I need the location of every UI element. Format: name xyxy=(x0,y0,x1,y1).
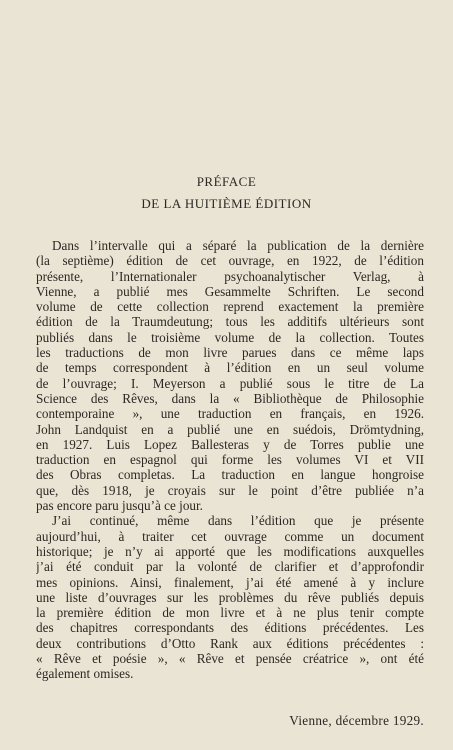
preface-body xyxy=(36,238,424,682)
text-line: la première édition de mon livre et à ne plus tenir compte xyxy=(36,605,424,621)
text-line: les traductions de mon livre parues dans ce même laps xyxy=(36,345,424,361)
text-line: en 1927. Luis Lopez Ballesteras y de Torres publie une xyxy=(36,436,424,452)
text-line: présente, l’Internationaler psychoanalytischer Verlag, à xyxy=(36,268,424,284)
text-line: des Obras completas. La traduction en langue hongroise xyxy=(36,467,424,483)
text-line: Vienne, a publié mes Gesammelte Schriften. Le second xyxy=(36,283,424,299)
text-line: également omises. xyxy=(36,666,134,682)
text-line: pas encore paru jusqu’à ce jour. xyxy=(36,498,203,514)
text-line: volume de cette collection reprend exactement la première xyxy=(36,299,424,315)
text-line: (la septième) édition de cet ouvrage, en 1922, de l’édition xyxy=(36,253,424,269)
text-line: de l’ouvrage; I. Meyerson a publié sous le titre de La xyxy=(36,375,424,391)
paragraph-2 xyxy=(36,513,424,681)
text-line: John Landquist en a publié une en suédois, Drömtydning, xyxy=(36,421,424,437)
text-line: Dans l’intervalle qui a séparé la publication de la dernière xyxy=(52,238,424,253)
text-line: de temps correspondent à l’édition en un seul volume xyxy=(36,360,424,376)
signature-dateline: Vienne, décembre 1929. xyxy=(289,713,424,728)
text-line: des chapitres correspondants des éditions précédentes. Les xyxy=(36,620,424,636)
text-line: Science des Rêves, dans la « Bibliothèque de Philosophie xyxy=(36,390,424,406)
text-line: que, dès 1918, je croyais sur le point d’être publiée n’a xyxy=(36,482,424,498)
text-line: deux contributions d’Otto Rank aux éditions précédentes : xyxy=(36,635,424,651)
text-line: aujourd’hui, à traiter cet ouvrage comme un document xyxy=(36,528,424,544)
text-line: historique; je n’y ai apporté que les modifications auxquelles xyxy=(36,543,424,559)
text-line: édition de la Traumdeutung; tous les additifs ultérieurs sont xyxy=(36,314,424,330)
text-line: J’ai continué, même dans l’édition que je présente xyxy=(52,513,424,529)
preface-title: PRÉFACE xyxy=(196,174,257,189)
text-line: une liste d’ouvrages sur les problèmes du rêve publiés depuis xyxy=(36,589,424,605)
preface-subtitle: DE LA HUITIÈME ÉDITION xyxy=(141,196,312,211)
text-line: « Rêve et poésie », « Rêve et pensée créatrice », ont été xyxy=(36,651,424,667)
paragraph-1 xyxy=(36,238,424,513)
text-line: publiés dans le troisième volume de la collection. Toutes xyxy=(36,329,424,345)
text-line: mes opinions. Ainsi, finalement, j’ai été amené à y inclure xyxy=(36,574,424,590)
text-line: j’ai été conduit par la volonté de clarifier et d’approfondir xyxy=(36,559,424,575)
text-line: traduction en espagnol qui forme les volumes VI et VII xyxy=(36,452,424,468)
text-line: contemporaine », une traduction en français, en 1926. xyxy=(36,406,424,422)
